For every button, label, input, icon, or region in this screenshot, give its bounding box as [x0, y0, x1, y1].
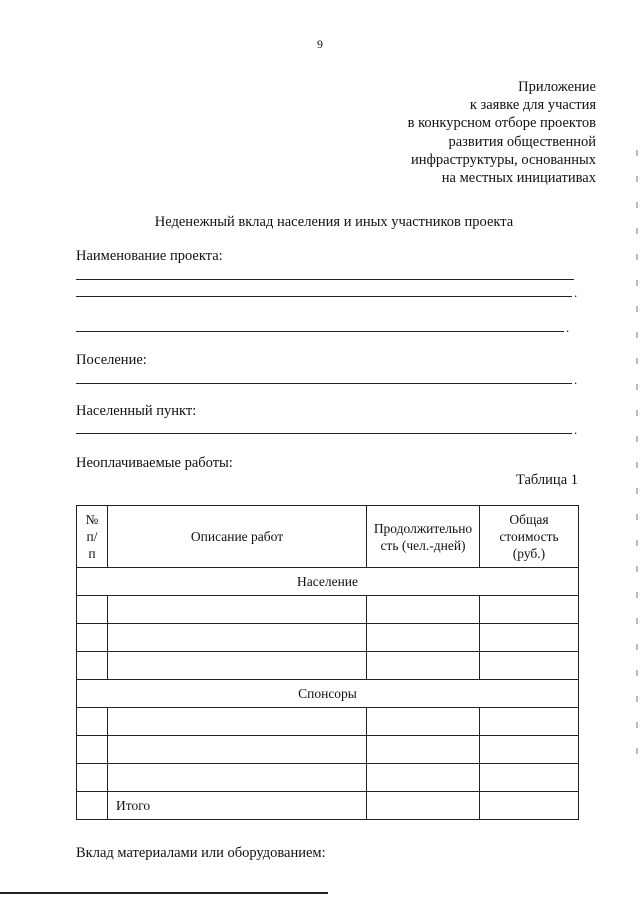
table-row — [77, 764, 579, 792]
cell-duration[interactable] — [367, 652, 480, 680]
locality-line[interactable] — [76, 433, 572, 434]
line-end-dot: . — [566, 320, 570, 335]
appendix-line: к заявке для участия — [469, 97, 596, 114]
header-description: Описание работ — [108, 506, 367, 568]
cell-cost[interactable] — [480, 596, 579, 624]
appendix-line: Приложение — [518, 79, 596, 95]
document-title: Неденежный вклад населения и иных участников проекта — [154, 214, 514, 230]
table-caption: Таблица 1 — [515, 472, 578, 488]
materials-label: Вклад материалами или оборудованием: — [76, 845, 326, 861]
table-header-row — [77, 506, 579, 568]
project-name-line-2[interactable] — [76, 296, 572, 297]
bottom-rule — [0, 892, 328, 894]
cell-duration[interactable] — [367, 596, 480, 624]
total-row — [77, 792, 579, 820]
appendix-line: инфраструктуры, основанных — [410, 151, 596, 168]
table-row — [77, 652, 579, 680]
table-row — [77, 624, 579, 652]
cell-number[interactable] — [77, 792, 108, 820]
works-table — [76, 505, 579, 820]
table-row — [77, 708, 579, 736]
project-name-line-1[interactable] — [76, 279, 574, 280]
section-row-population — [77, 568, 579, 596]
cell-number[interactable] — [77, 652, 108, 680]
scan-edge-marks — [636, 150, 638, 770]
cell-cost[interactable] — [480, 652, 579, 680]
cell-number[interactable] — [77, 624, 108, 652]
cell-description[interactable] — [108, 652, 367, 680]
cell-duration[interactable] — [367, 736, 480, 764]
section-population-label: Население — [77, 568, 579, 596]
cell-duration[interactable] — [367, 624, 480, 652]
settlement-line[interactable] — [76, 383, 572, 384]
project-name-label: Наименование проекта: — [76, 248, 223, 264]
cell-description[interactable] — [108, 764, 367, 792]
locality-label: Населенный пункт: — [76, 403, 197, 419]
cell-description[interactable] — [108, 708, 367, 736]
cell-number[interactable] — [77, 736, 108, 764]
page-number: 9 — [317, 37, 323, 51]
cell-number[interactable] — [77, 708, 108, 736]
appendix-line: развития общественной — [448, 133, 596, 150]
cell-cost[interactable] — [480, 764, 579, 792]
section-row-sponsors — [77, 680, 579, 708]
line-end-dot: . — [574, 285, 578, 300]
cell-duration[interactable] — [367, 792, 480, 820]
cell-duration[interactable] — [367, 764, 480, 792]
cell-cost[interactable] — [480, 624, 579, 652]
header-number: № п/п — [77, 506, 108, 568]
cell-cost[interactable] — [480, 736, 579, 764]
total-label: Итого — [108, 792, 367, 820]
appendix-line: на местных инициативах — [441, 170, 596, 187]
cell-cost[interactable] — [480, 708, 579, 736]
table-row — [77, 736, 579, 764]
cell-cost[interactable] — [480, 792, 579, 820]
header-duration: Продолжительность (чел.-дней) — [367, 506, 480, 568]
cell-number[interactable] — [77, 596, 108, 624]
cell-description[interactable] — [108, 596, 367, 624]
header-cost: Общая стоимость (руб.) — [480, 506, 579, 568]
line-end-dot: . — [574, 422, 578, 437]
appendix-line: в конкурсном отборе проектов — [407, 115, 596, 132]
cell-number[interactable] — [77, 764, 108, 792]
unpaid-works-label: Неоплачиваемые работы: — [76, 455, 233, 471]
settlement-label: Поселение: — [76, 352, 147, 368]
line-end-dot: . — [574, 372, 578, 387]
cell-description[interactable] — [108, 624, 367, 652]
appendix-header — [296, 78, 596, 187]
table-row — [77, 596, 579, 624]
cell-description[interactable] — [108, 736, 367, 764]
cell-duration[interactable] — [367, 708, 480, 736]
section-sponsors-label: Спонсоры — [77, 680, 579, 708]
project-name-line-3[interactable] — [76, 331, 564, 332]
